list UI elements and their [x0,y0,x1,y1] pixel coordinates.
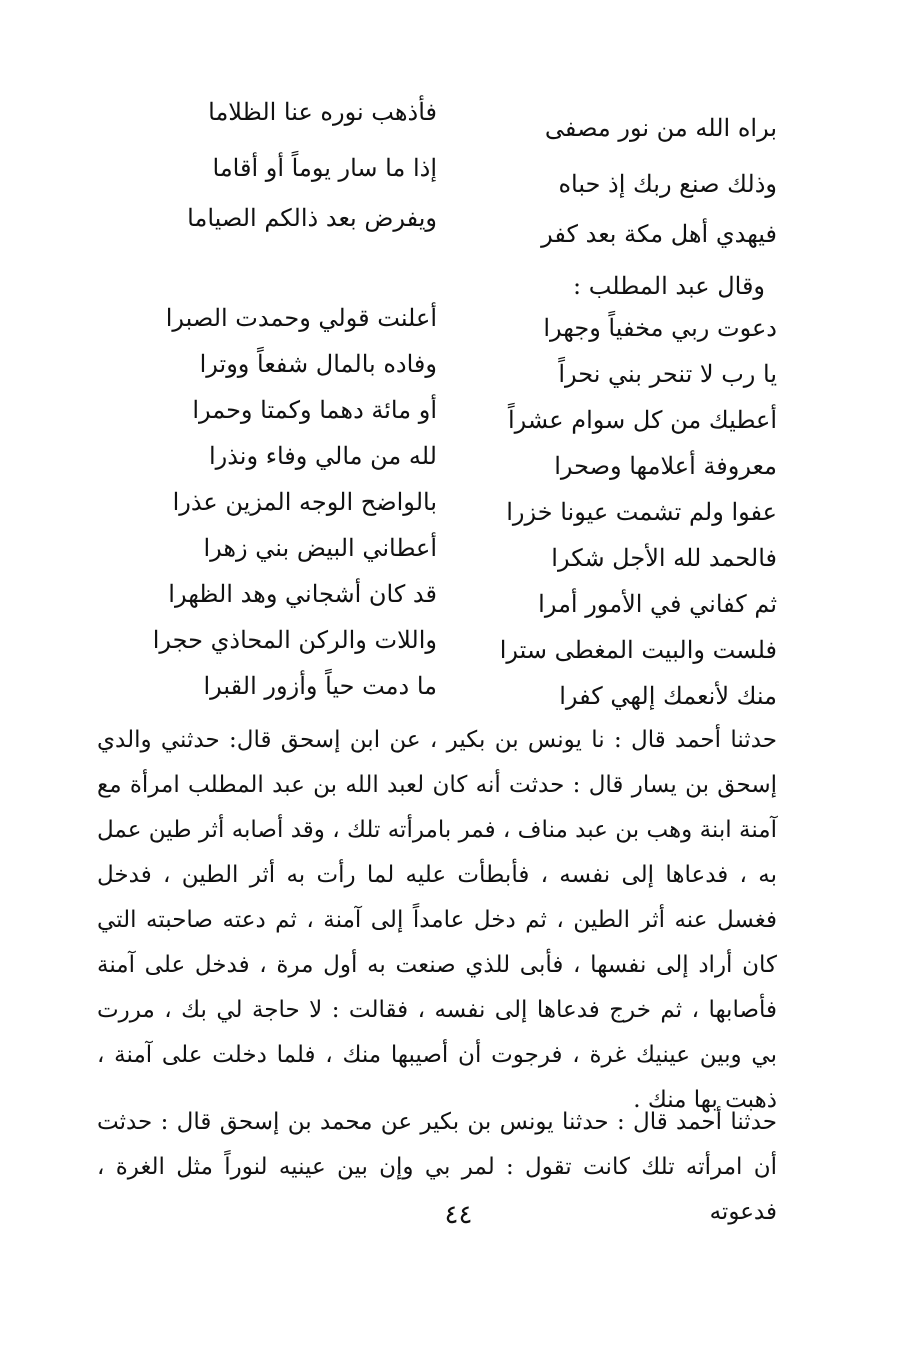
verse-second-hemistich: ما دمت حياً وأزور القبرا [203,672,437,700]
verse-first-hemistich: فيهدي أهل مكة بعد كفر [541,220,777,248]
verse-line [0,350,917,400]
verse-second-hemistich: إذا ما سار يوماً أو أقاما [212,154,437,182]
verse-second-hemistich: ويفرض بعد ذالكم الصياما [187,204,437,232]
verse-line [0,626,917,676]
verse-second-hemistich: بالواضح الوجه المزين عذرا [172,488,437,516]
verse-second-hemistich: أعلنت قولي وحمدت الصبرا [165,304,437,332]
verse-second-hemistich: فأذهب نوره عنا الظلاما [208,98,437,126]
verse-first-hemistich: عفوا ولم تشمت عيونا خزرا [506,498,777,526]
verse-line [0,534,917,584]
paragraph-text: حدثنا أحمد قال : حدثنا يونس بن بكير عن محمد بن إسحق قال : حدثت أن امرأته تلك كانت تقول : لمر بي وإن بين عينيه لنوراً مثل الغرة ، فدعوته [97,1109,777,1225]
verse-line [0,442,917,492]
verse-first-hemistich: براه الله من نور مصفى [544,114,777,142]
verse-first-hemistich: يا رب لا تنحر بني نحراً [558,360,777,388]
verse-first-hemistich: معروفة أعلامها وصحرا [554,452,777,480]
verse-second-hemistich: لله من مالي وفاء ونذرا [208,442,437,470]
verse-second-hemistich: قد كان أشجاني وهد الظهرا [168,580,437,608]
verse-first-hemistich: فلست والبيت المغطى سترا [499,636,777,664]
verse-first-hemistich: فالحمد لله الأجل شكرا [551,544,777,572]
verse-first-hemistich: دعوت ربي مخفياً وجهرا [543,314,777,342]
verse-attribution: وقال عبد المطلب : [573,272,765,300]
verse-first-hemistich: منك لأنعمك إلهي كفرا [559,682,777,710]
prose-paragraph-1 [97,718,777,1123]
verse-line [0,304,917,354]
verse-line [0,580,917,630]
verse-second-hemistich: أعطاني البيض بني زهرا [203,534,437,562]
verse-first-hemistich: ثم كفاني في الأمور أمرا [538,590,777,618]
verse-first-hemistich: أعطيك من كل سوام عشراً [507,406,777,434]
verse-line [0,98,917,154]
verse-line [0,204,917,260]
page-number: ٤٤ [444,1200,473,1230]
verse-line [0,672,917,722]
verse-second-hemistich: أو مائة دهما وكمتا وحمرا [192,396,437,424]
verse-first-hemistich: وذلك صنع ربك إذ حباه [558,170,777,198]
verse-second-hemistich: واللات والركن المحاذي حجرا [152,626,437,654]
verse-line [0,488,917,538]
paragraph-text: حدثنا أحمد قال : نا يونس بن بكير ، عن ابن إسحق قال: حدثني والدي إسحق بن يسار قال : حدثت أنه كان لعبد الله بن عبد المطلب امرأة مع آمنة ابنة وهب بن عبد مناف ، فمر بامرأته تلك ، وقد أصابه أثر طين عمل به ، فدعاها إلى نفسه ، فأبطأت عليه لما رأت به أثر الطين ، فدخل فغسل عنه أثر الطين ، ثم دخل عامداً إلى آمنة ، ثم دعته صاحبته التي كان أراد إلى نفسها ، فأبى للذي صنعت به أول مرة ، فدخل على آمنة فأصابها ، ثم خرج فدعاها إلى نفسه ، فقالت : لا حاجة لي بك ، مررت بي وبين عينيك غرة ، فرجوت أن أصيبها منك ، فلما دخلت على آمنة ، ذهبت بها منك . [97,727,777,1113]
verse-line [0,154,917,210]
verse-line [0,396,917,446]
verse-second-hemistich: وفاده بالمال شفعاً ووترا [199,350,437,378]
